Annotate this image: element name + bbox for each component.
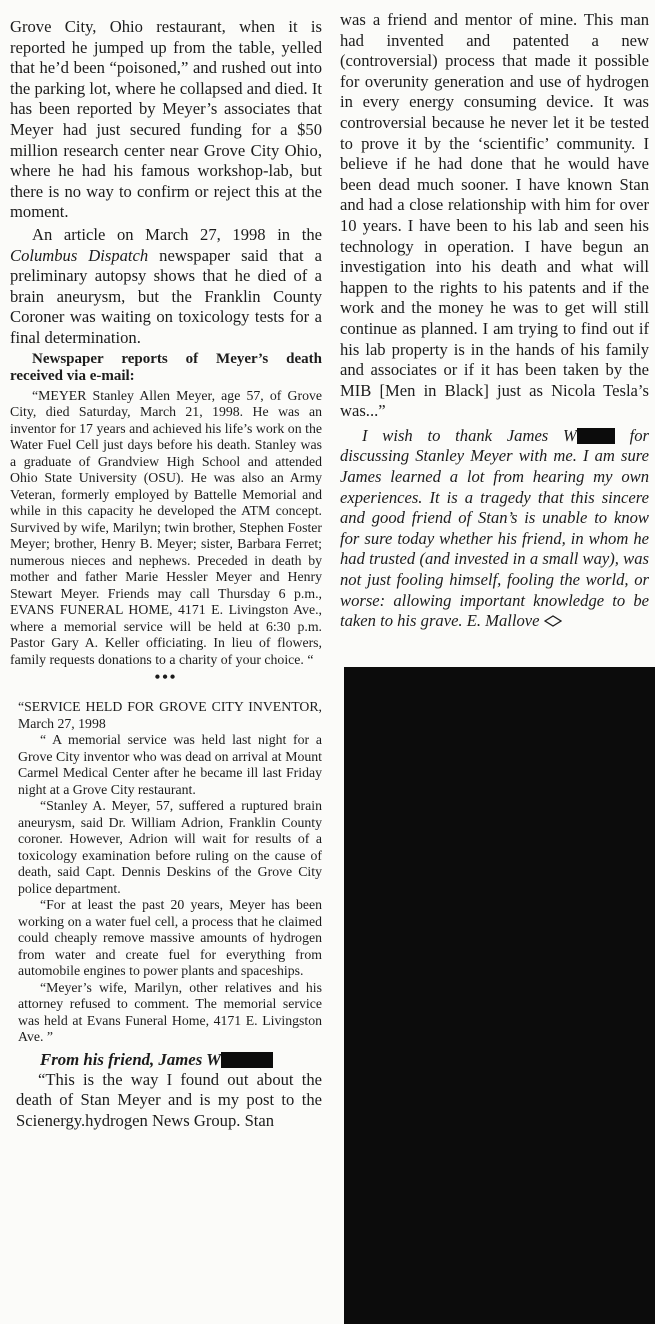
service-paragraph-4: “Meyer’s wife, Marilyn, other relatives and his attorney refused to comment. The memorial service was held at Evans Funeral Home, 4171 E. Livingston Ave. ”	[18, 979, 322, 1044]
service-headline: “SERVICE HELD FOR GROVE CITY INVENTOR, March 27, 1998	[18, 699, 322, 731]
service-paragraph-2: “Stanley A. Meyer, 57, suffered a ruptured brain aneurysm, said Dr. William Adrion, Franklin County coroner. However, Adrion will wait for results of a toxicology examination before ruling on the cause of death, said Capt. Dennis Deskins of the Grove City police department.	[18, 798, 322, 896]
section-separator: •••	[154, 669, 178, 686]
right-column	[340, 0, 649, 632]
editor-note: I wish to thank James W for discussing Stanley Meyer with me. I am sure James learned a lot from hearing my own experiences. It is a tragedy that this sincere and good friend of Stan’s is unable to know for sure today whether his friend, in whom he had trusted (and invested in a small way), was not just fooling himself, fooling the world, or worse: allowing important knowledge to be taken to his grave. E. Mallove	[340, 425, 649, 631]
obituary-text: “MEYER Stanley Allen Meyer, age 57, of Grove City, died Saturday, March 21, 1998. He was an inventor for 17 years and achieved his life’s work on the Water Fuel Cell just days before his death. Stanley was a graduate of Grandview High School and attended Ohio State University (OSU). He was also an Army Veteran, formerly employed by Battelle Memorial and while in this capacity he developed the ATM concept. Survived by wife, Marilyn; twin brother, Stephen Foster Meyer; brother, Henry B. Meyer; sister, Barbara Ferret; numerous nieces and nephews. Preceded in death by mother and father Marie Hessler Meyer and Henry Stewart Meyer. Friends may call Thursday 6 p.m., EVANS FUNERAL HOME, 4171 E. Livingston Ave., where a memorial service will be held at 6:30 p.m. Pastor Gary A. Keller officiating. In lieu of flowers, family requests donations to a charity of your choice. “	[10, 387, 322, 667]
intro-paragraph: Grove City, Ohio restaurant, when it is reported he jumped up from the table, yelled that he’d been “poisoned,” and rushed out into the parking lot, where he collapsed and died. It has been reported by Meyer’s associates that Meyer had just secured funding for a $50 million research center near Grove City Ohio, where he had his famous workshop-lab, but there is no way to confirm or reject this at the moment.	[10, 17, 322, 222]
service-paragraph-1: “ A memorial service was held last night for a Grove City inventor who was dead on arrival at Mount Carmel Medical Center after he became ill last Friday night at a Grove City restaurant.	[18, 732, 322, 797]
friend-subheading: From his friend, James W	[10, 1050, 322, 1070]
newspaper-name: Columbus Dispatch	[10, 245, 149, 265]
end-mark-icon	[544, 615, 562, 627]
left-column	[10, 0, 322, 1131]
friend-post-text: “This is the way I found out about the death of Stan Meyer and is my post to the Scienergy.hydrogen News Group. Stan	[16, 1069, 322, 1130]
redacted-block	[344, 667, 655, 1324]
service-paragraph-3: “For at least the past 20 years, Meyer has been working on a water fuel cell, a process that he claimed could cheaply remove massive amounts of hydrogen from water and create fuel for everything from automobile engines to power plants and spaceships.	[18, 897, 322, 978]
redaction-bar	[221, 1052, 273, 1068]
email-reports-heading: Newspaper reports of Meyer’s death received via e-mail:	[10, 350, 322, 384]
friend-post-continued: was a friend and mentor of mine. This man had invented and patented a new (controversial) process that made it possible for overunity generation and use of hydrogen in every energy consuming device. It was controversial because he never let it be tested to prove it by the ‘scientific’ community. I believe if he had done that he would have been dead much sooner. I have known Stan and had a close relationship with him for over 10 years. I have been to his lab and seen his technology in operation. I have begun an investigation into his death and what will happen to the rights to his patents and if the work and the money he was to get will still continue as planned. I am trying to find out if his lab property is in the hands of his family and associates or if it has been taken by the MIB [Men in Black] just as Nicola Tesla’s was...”	[340, 10, 649, 421]
dispatch-paragraph: An article on March 27, 1998 in the Columbus Dispatch newspaper said that a preliminary autopsy shows that he died of a brain aneurysm, but the Franklin County Coroner was waiting on toxicology tests for a final determination.	[10, 224, 323, 347]
redaction-bar	[577, 428, 615, 444]
